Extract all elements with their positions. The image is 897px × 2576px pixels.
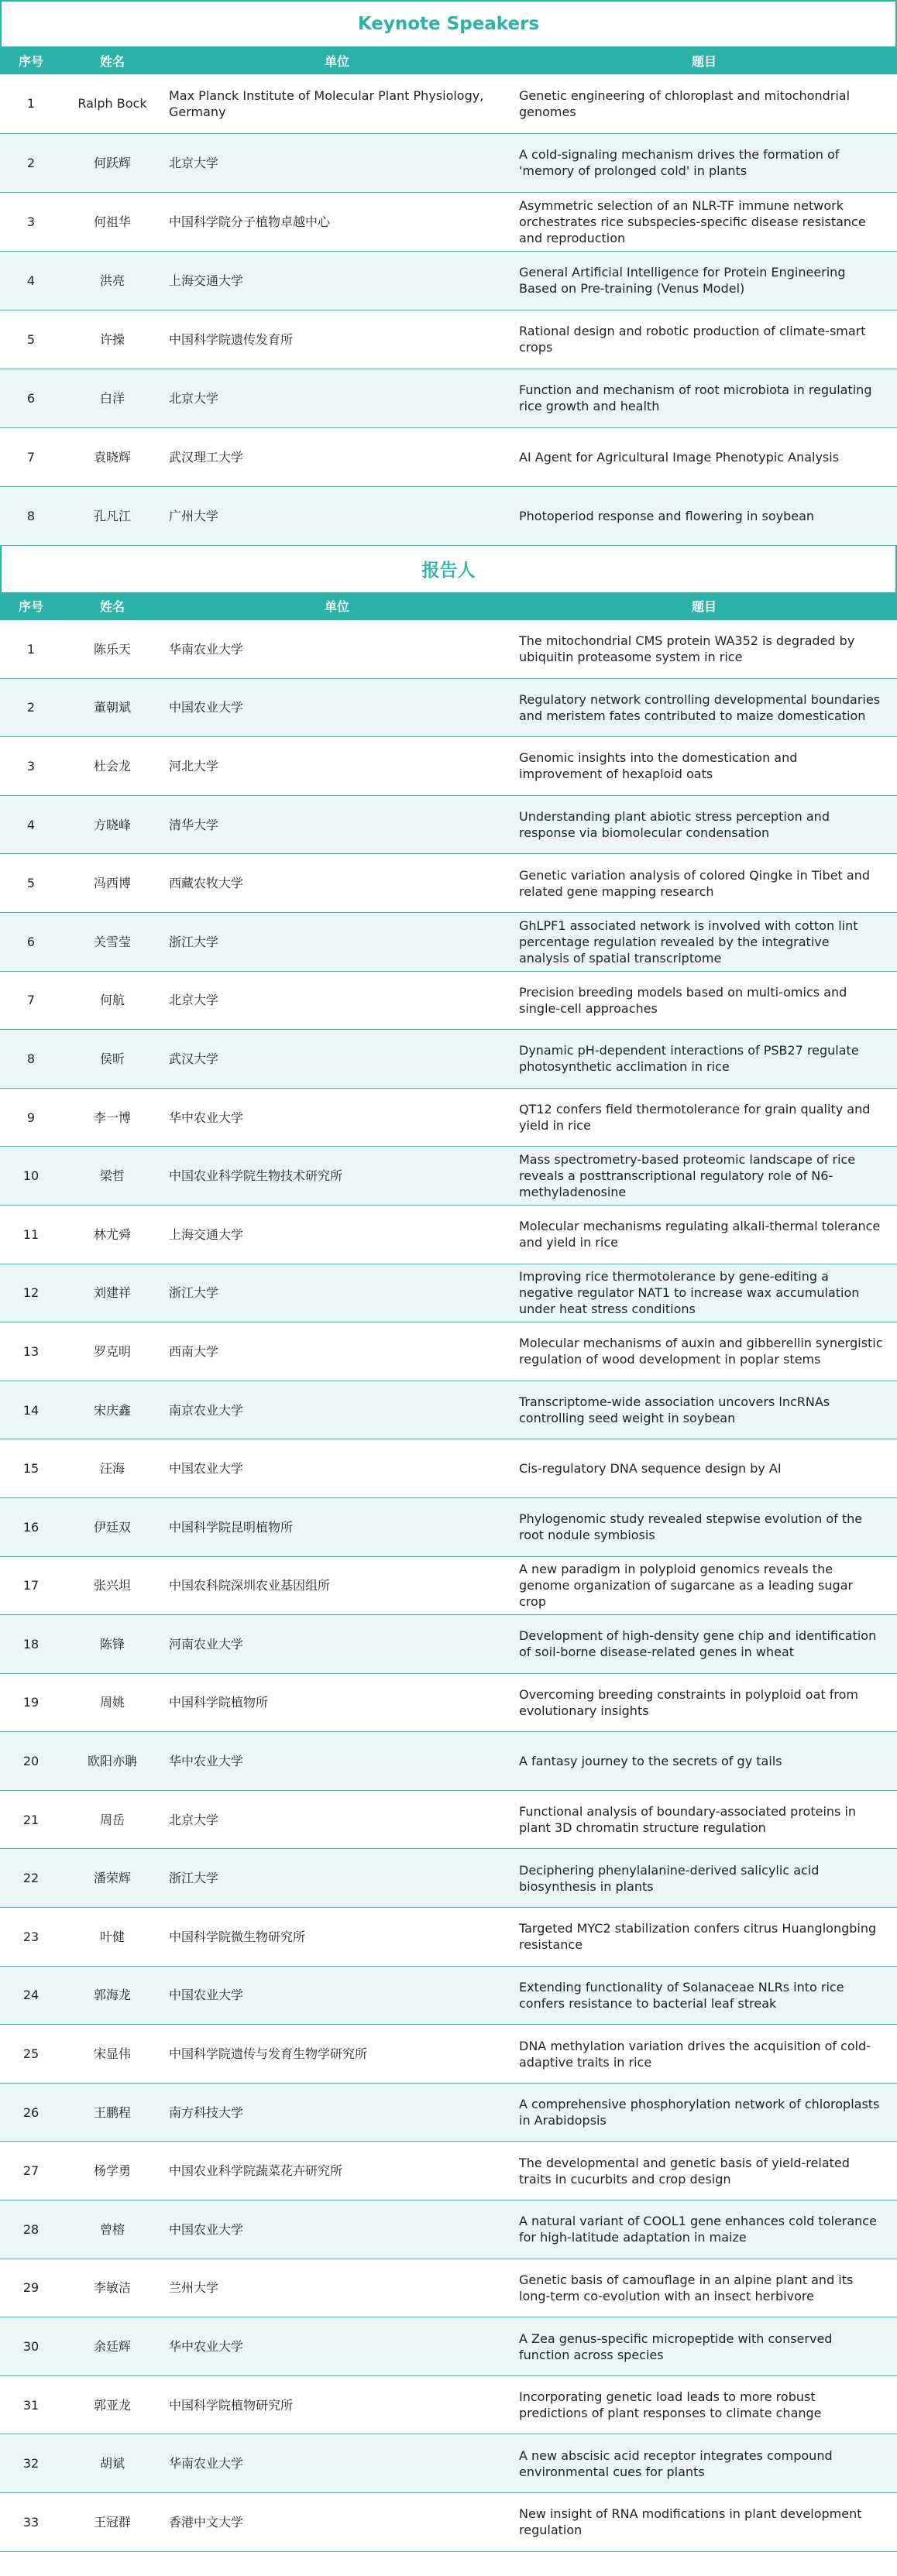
keynote-section-title: Keynote Speakers [0,0,897,46]
cell-name: 董朝斌 [62,678,163,737]
cell-topic: Genetic variation analysis of colored Qingke in Tibet and related gene mapping research [511,854,897,913]
cell-topic: Photoperiod response and flowering in soybean [511,486,897,545]
header-unit: 单位 [163,46,511,74]
cell-no: 22 [0,1849,62,1908]
table-row [0,427,897,486]
table-row [0,2200,897,2259]
cell-topic: Function and mechanism of root microbiota in regulating rice growth and health [511,369,897,427]
cell-no: 26 [0,2083,62,2142]
cell-unit: 中国农科院深圳农业基因组所 [163,1556,511,1615]
cell-unit: 河北大学 [163,737,511,796]
table-row [0,74,897,133]
cell-name: 王冠群 [62,2493,163,2552]
table-row [0,1556,897,1615]
cell-unit: 武汉理工大学 [163,427,511,486]
table-row [0,1205,897,1264]
cell-no: 6 [0,912,62,971]
cell-topic: Targeted MYC2 stabilization confers citrus Huanglongbing resistance [511,1908,897,1967]
cell-topic: Rational design and robotic production of climate-smart crops [511,310,897,369]
cell-no: 9 [0,1088,62,1147]
cell-no: 31 [0,2375,62,2434]
speakers-section-title: 报告人 [0,546,897,592]
cell-topic: A Zea genus-specific micropeptide with conserved function across species [511,2317,897,2376]
cell-unit: 中国农业科学院蔬菜花卉研究所 [163,2142,511,2200]
cell-topic: Incorporating genetic load leads to more robust predictions of plant responses to climate change [511,2375,897,2434]
cell-unit: 清华大学 [163,795,511,854]
cell-unit: 兰州大学 [163,2259,511,2317]
cell-no: 11 [0,1205,62,1264]
header-name: 姓名 [62,592,163,620]
cell-name: 林尤舜 [62,1205,163,1264]
cell-topic: The developmental and genetic basis of yield-related traits in cucurbits and crop design [511,2142,897,2200]
table-row [0,1030,897,1089]
table-row [0,133,897,192]
cell-unit: 中国农业大学 [163,1966,511,2025]
cell-unit: 武汉大学 [163,1030,511,1089]
cell-name: 宋庆鑫 [62,1381,163,1439]
table-row [0,310,897,369]
cell-topic: Deciphering phenylalanine-derived salicylic acid biosynthesis in plants [511,1849,897,1908]
cell-name: 张兴坦 [62,1556,163,1615]
cell-topic: New insight of RNA modifications in plant development regulation [511,2493,897,2552]
cell-name: 王鹏程 [62,2083,163,2142]
cell-topic: Extending functionality of Solanaceae NLRs into rice confers resistance to bacterial leaf streak [511,1966,897,2025]
cell-no: 29 [0,2259,62,2317]
table-row [0,486,897,545]
cell-name: 梁哲 [62,1147,163,1206]
cell-name: 洪亮 [62,251,163,310]
cell-no: 19 [0,1673,62,1732]
cell-no: 5 [0,310,62,369]
header-no: 序号 [0,592,62,620]
cell-unit: 华中农业大学 [163,1732,511,1791]
cell-unit: 西藏农牧大学 [163,854,511,913]
cell-no: 15 [0,1439,62,1498]
table-row [0,1966,897,2025]
cell-unit: 华中农业大学 [163,2317,511,2376]
cell-no: 8 [0,1030,62,1089]
table-row [0,2493,897,2552]
table-row [0,369,897,427]
cell-unit: 中国科学院植物所 [163,1673,511,1732]
cell-topic: Asymmetric selection of an NLR-TF immune network orchestrates rice subspecies-specific disease resistance and reproduction [511,192,897,251]
cell-unit: 北京大学 [163,971,511,1030]
cell-topic: QT12 confers field thermotolerance for grain quality and yield in rice [511,1088,897,1147]
cell-no: 21 [0,1790,62,1849]
cell-unit: 香港中文大学 [163,2493,511,2552]
cell-no: 6 [0,369,62,427]
cell-unit: 浙江大学 [163,1849,511,1908]
cell-name: 杜会龙 [62,737,163,796]
cell-name: 何跃辉 [62,133,163,192]
cell-no: 2 [0,133,62,192]
cell-no: 17 [0,1556,62,1615]
cell-no: 25 [0,2025,62,2084]
cell-no: 7 [0,971,62,1030]
cell-no: 12 [0,1264,62,1322]
cell-name: 宋显伟 [62,2025,163,2084]
table-row [0,1615,897,1674]
cell-topic: Understanding plant abiotic stress perception and response via biomolecular condensation [511,795,897,854]
cell-name: 何航 [62,971,163,1030]
cell-name: 李一博 [62,1088,163,1147]
cell-name: 郭亚龙 [62,2375,163,2434]
cell-unit: 南方科技大学 [163,2083,511,2142]
cell-no: 30 [0,2317,62,2376]
cell-name: 刘建祥 [62,1264,163,1322]
cell-unit: 中国科学院分子植物卓越中心 [163,192,511,251]
cell-topic: DNA methylation variation drives the acquisition of cold-adaptive traits in rice [511,2025,897,2084]
cell-unit: 中国科学院微生物研究所 [163,1908,511,1967]
cell-no: 2 [0,678,62,737]
cell-unit: 上海交通大学 [163,1205,511,1264]
table-row [0,971,897,1030]
cell-no: 5 [0,854,62,913]
table-row [0,737,897,796]
cell-topic: Development of high-density gene chip and identification of soil-borne disease-related genes in wheat [511,1615,897,1674]
cell-topic: Functional analysis of boundary-associated proteins in plant 3D chromatin structure regulation [511,1790,897,1849]
header-topic: 题目 [511,592,897,620]
cell-unit: 上海交通大学 [163,251,511,310]
table-row [0,854,897,913]
cell-name: 伊廷双 [62,1497,163,1556]
cell-topic: Dynamic pH-dependent interactions of PSB27 regulate photosynthetic acclimation in rice [511,1030,897,1089]
cell-name: 何祖华 [62,192,163,251]
table-row [0,1439,897,1498]
cell-unit: 广州大学 [163,486,511,545]
table-row [0,2317,897,2376]
cell-topic: Phylogenomic study revealed stepwise evolution of the root nodule symbiosis [511,1497,897,1556]
cell-unit: 中国农业大学 [163,2200,511,2259]
cell-no: 13 [0,1322,62,1381]
cell-unit: 华中农业大学 [163,1088,511,1147]
keynote-header-row [0,46,897,74]
cell-topic: AI Agent for Agricultural Image Phenotypic Analysis [511,427,897,486]
cell-name: 侯昕 [62,1030,163,1089]
cell-name: 罗克明 [62,1322,163,1381]
cell-no: 3 [0,737,62,796]
cell-name: 陈乐天 [62,620,163,679]
table-row [0,1908,897,1967]
table-row [0,192,897,251]
cell-name: 郭海龙 [62,1966,163,2025]
table-row [0,912,897,971]
table-row [0,795,897,854]
table-row [0,1790,897,1849]
cell-topic: A new paradigm in polyploid genomics reveals the genome organization of sugarcane as a leading sugar crop [511,1556,897,1615]
cell-topic: A fantasy journey to the secrets of gy tails [511,1732,897,1791]
cell-unit: 北京大学 [163,133,511,192]
table-row [0,2025,897,2084]
cell-name: 周岳 [62,1790,163,1849]
cell-name: 李敏洁 [62,2259,163,2317]
cell-name: 余廷辉 [62,2317,163,2376]
table-row [0,1088,897,1147]
cell-no: 16 [0,1497,62,1556]
cell-no: 14 [0,1381,62,1439]
cell-name: Ralph Bock [62,74,163,133]
cell-topic: General Artificial Intelligence for Protein Engineering Based on Pre-training (Venus Model) [511,251,897,310]
cell-no: 20 [0,1732,62,1791]
table-row [0,1673,897,1732]
cell-unit: 河南农业大学 [163,1615,511,1674]
cell-name: 许操 [62,310,163,369]
cell-name: 方晓峰 [62,795,163,854]
cell-topic: GhLPF1 associated network is involved with cotton lint percentage regulation revealed by the integrative analysis of spatial transcriptome [511,912,897,971]
table-row [0,1322,897,1381]
cell-name: 关雪莹 [62,912,163,971]
cell-name: 欧阳亦聃 [62,1732,163,1791]
cell-topic: Genetic engineering of chloroplast and mitochondrial genomes [511,74,897,133]
cell-topic: A natural variant of COOL1 gene enhances cold tolerance for high-latitude adaptation in maize [511,2200,897,2259]
cell-unit: 华南农业大学 [163,620,511,679]
cell-name: 杨学勇 [62,2142,163,2200]
cell-unit: 西南大学 [163,1322,511,1381]
cell-unit: 北京大学 [163,1790,511,1849]
table-row [0,2434,897,2493]
cell-name: 周姚 [62,1673,163,1732]
table-row [0,2259,897,2317]
cell-name: 潘荣辉 [62,1849,163,1908]
cell-unit: 华南农业大学 [163,2434,511,2493]
cell-topic: Cis-regulatory DNA sequence design by AI [511,1439,897,1498]
cell-topic: Regulatory network controlling developmental boundaries and meristem fates contributed to maize domestication [511,678,897,737]
cell-topic: Precision breeding models based on multi-omics and single-cell approaches [511,971,897,1030]
cell-unit: 中国科学院遗传与发育生物学研究所 [163,2025,511,2084]
cell-name: 孔凡江 [62,486,163,545]
cell-name: 冯西博 [62,854,163,913]
cell-topic: Mass spectrometry-based proteomic landscape of rice reveals a posttranscriptional regulatory role of N6-methyladenosine [511,1147,897,1206]
cell-no: 8 [0,486,62,545]
table-row [0,1264,897,1322]
cell-topic: Genomic insights into the domestication and improvement of hexaploid oats [511,737,897,796]
cell-name: 胡斌 [62,2434,163,2493]
cell-no: 33 [0,2493,62,2552]
cell-unit: 中国农业大学 [163,1439,511,1498]
cell-unit: 中国科学院植物研究所 [163,2375,511,2434]
cell-no: 1 [0,620,62,679]
table-row [0,620,897,679]
table-row [0,251,897,310]
cell-unit: 南京农业大学 [163,1381,511,1439]
cell-name: 陈锋 [62,1615,163,1674]
cell-no: 24 [0,1966,62,2025]
table-row [0,2083,897,2142]
cell-no: 7 [0,427,62,486]
cell-topic: Molecular mechanisms regulating alkali-thermal tolerance and yield in rice [511,1205,897,1264]
cell-unit: 中国农业科学院生物技术研究所 [163,1147,511,1206]
cell-topic: Improving rice thermotolerance by gene-editing a negative regulator NAT1 to increase wax accumulation under heat stress conditions [511,1264,897,1322]
cell-name: 袁晓辉 [62,427,163,486]
cell-unit: Max Planck Institute of Molecular Plant Physiology, Germany [163,74,511,133]
speakers-table [0,592,897,2552]
cell-unit: 浙江大学 [163,1264,511,1322]
cell-no: 10 [0,1147,62,1206]
cell-topic: A comprehensive phosphorylation network of chloroplasts in Arabidopsis [511,2083,897,2142]
cell-unit: 中国农业大学 [163,678,511,737]
table-row [0,2375,897,2434]
cell-no: 27 [0,2142,62,2200]
table-row [0,1849,897,1908]
table-row [0,2142,897,2200]
cell-no: 4 [0,795,62,854]
cell-topic: Genetic basis of camouflage in an alpine plant and its long-term co-evolution with an insect herbivore [511,2259,897,2317]
cell-topic: A cold-signaling mechanism drives the formation of 'memory of prolonged cold' in plants [511,133,897,192]
cell-no: 18 [0,1615,62,1674]
cell-no: 32 [0,2434,62,2493]
table-row [0,1381,897,1439]
cell-no: 4 [0,251,62,310]
cell-name: 叶健 [62,1908,163,1967]
cell-topic: Transcriptome-wide association uncovers lncRNAs controlling seed weight in soybean [511,1381,897,1439]
cell-topic: A new abscisic acid receptor integrates compound environmental cues for plants [511,2434,897,2493]
table-row [0,1497,897,1556]
cell-unit: 北京大学 [163,369,511,427]
header-topic: 题目 [511,46,897,74]
table-row [0,678,897,737]
table-row [0,1147,897,1206]
cell-unit: 中国科学院昆明植物所 [163,1497,511,1556]
header-no: 序号 [0,46,62,74]
cell-unit: 浙江大学 [163,912,511,971]
cell-topic: Overcoming breeding constraints in polyploid oat from evolutionary insights [511,1673,897,1732]
cell-name: 汪海 [62,1439,163,1498]
header-unit: 单位 [163,592,511,620]
keynote-table [0,46,897,546]
cell-name: 白洋 [62,369,163,427]
cell-name: 曾榕 [62,2200,163,2259]
header-name: 姓名 [62,46,163,74]
cell-topic: Molecular mechanisms of auxin and gibberellin synergistic regulation of wood development in poplar stems [511,1322,897,1381]
cell-no: 3 [0,192,62,251]
cell-topic: The mitochondrial CMS protein WA352 is degraded by ubiquitin proteasome system in rice [511,620,897,679]
cell-no: 28 [0,2200,62,2259]
cell-no: 1 [0,74,62,133]
cell-no: 23 [0,1908,62,1967]
cell-unit: 中国科学院遗传发育所 [163,310,511,369]
table-row [0,1732,897,1791]
speakers-header-row [0,592,897,620]
